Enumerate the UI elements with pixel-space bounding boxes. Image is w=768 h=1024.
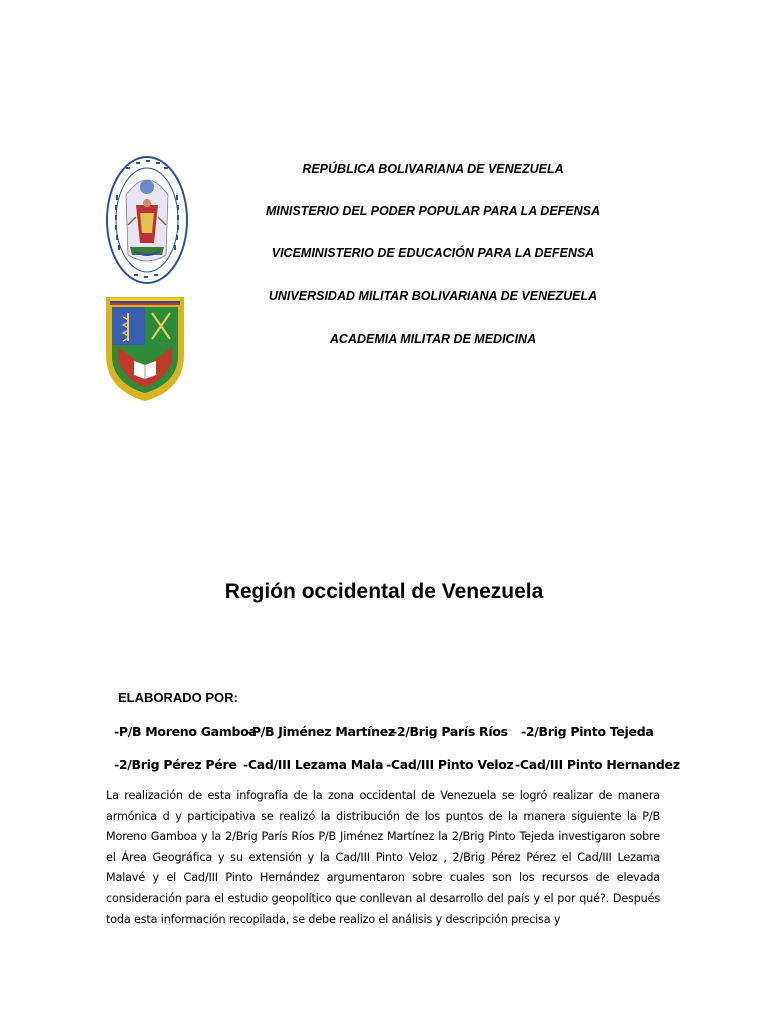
header-line-ministry: MINISTERIO DEL PODER POPULAR PARA LA DEFENSA (265, 204, 601, 218)
header-line-viceministry: VICEMINISTERIO DE EDUCACIÓN PARA LA DEFENSA (271, 246, 595, 260)
author-name: -2/Brig París Ríos (392, 724, 508, 739)
author-name: -Cad/III Pinto Veloz (386, 757, 514, 772)
author-name: -2/Brig Pinto Tejeda (521, 724, 654, 739)
author-name: -Cad/III Lezama Mala (243, 757, 384, 772)
medical-academy-shield-icon (104, 295, 186, 403)
header-line-academy: ACADEMIA MILITAR DE MEDICINA (329, 332, 537, 346)
body-paragraph: La realización de esta infografía de la zona occidental de Venezuela se logró realizar de manera armónica d y participativa se realizó la distribución de los puntos de la manera siguiente la P/B Moreno Gamboa y la 2/Brig París Ríos P/B Jiménez Martínez la 2/Brig Pinto Tejeda investigaron sobre el Área Geográfica y su extensión y la Cad/III Pinto Veloz , 2/Brig Pérez Pérez el Cad/III Lezama Malavé y el Cad/III Pinto Hernández argumentaron sobre cuales son los recursos de elevada consideración para el estudio geopolítico que conllevan al desarrollo del país y el por qué?. Después toda esta información recopilada, se debe realizo el análisis y descripción precisa y (106, 789, 660, 926)
university-seal-icon (106, 155, 188, 285)
authors-heading: ELABORADO POR: (118, 690, 238, 705)
header-line-republic: REPÚBLICA BOLIVARIANA DE VENEZUELA (302, 162, 564, 176)
author-name: -P/B Moreno Gamboa (114, 724, 257, 739)
author-name: -P/B Jiménez Martínez (247, 724, 395, 739)
document-title: Región occidental de Venezuela (224, 580, 544, 603)
author-name: -Cad/III Pinto Hernandez (515, 757, 680, 772)
header-line-university: UNIVERSIDAD MILITAR BOLIVARIANA DE VENEZUELA (268, 289, 598, 303)
author-name: -2/Brig Pérez Pére (114, 757, 237, 772)
